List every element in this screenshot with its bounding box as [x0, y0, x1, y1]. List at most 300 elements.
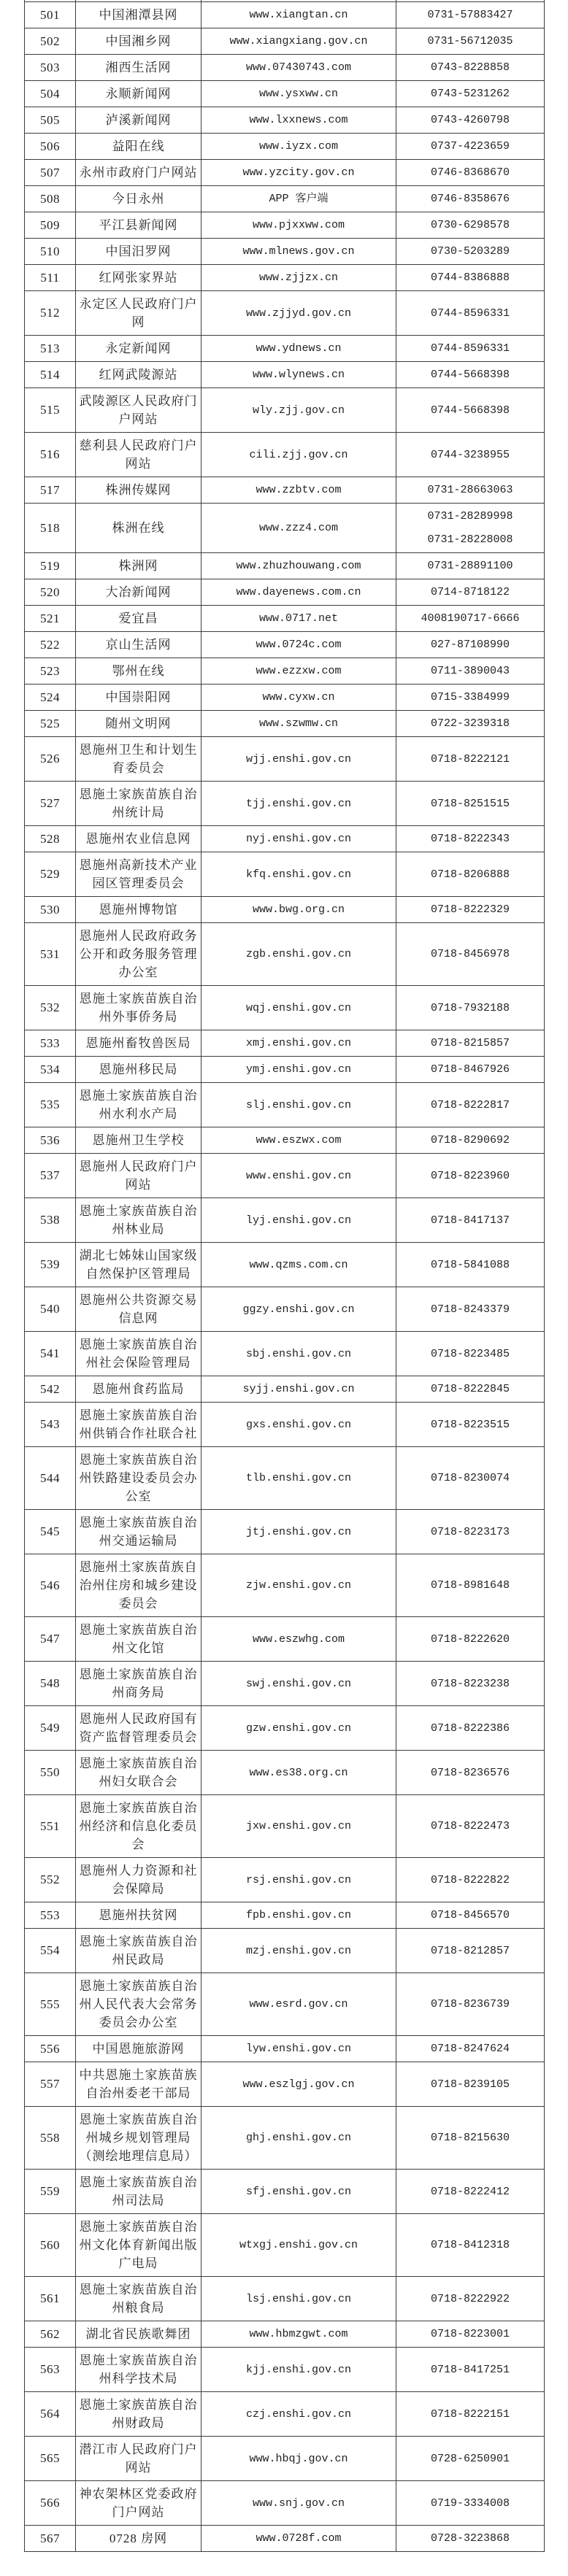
row-number: 522: [25, 632, 76, 658]
table-row: [25, 160, 545, 186]
phone-line: 0730-5203289: [430, 245, 510, 258]
row-number: 538: [25, 1198, 76, 1243]
row-number: 533: [25, 1030, 76, 1057]
phone-line: 0731-56712035: [427, 35, 513, 47]
site-phone: [396, 2170, 545, 2214]
table-row: [25, 2526, 545, 2552]
site-url: gzw.enshi.gov.cn: [202, 1706, 396, 1751]
site-phone: [396, 1332, 545, 1376]
site-phone: [396, 2526, 545, 2552]
row-number: 563: [25, 2348, 76, 2392]
site-phone: [396, 265, 545, 291]
phone-line: 0718-8206888: [430, 868, 510, 881]
site-phone: [396, 1751, 545, 1795]
site-name: 神农架林区党委政府门户网站: [76, 2481, 202, 2526]
site-name: 恩施州人民政府政务公开和政务服务管理办公室: [76, 923, 202, 986]
site-url: www.ysxww.cn: [202, 81, 396, 107]
site-phone: [396, 1243, 545, 1287]
site-phone: [396, 55, 545, 81]
phone-line: 0718-8230074: [430, 1472, 510, 1484]
site-name: 恩施州人民政府国有资产监督管理委员会: [76, 1706, 202, 1751]
table-row: [25, 1376, 545, 1403]
phone-line: 0744-3238955: [430, 448, 510, 461]
site-name: 红网张家界站: [76, 265, 202, 291]
row-number: 535: [25, 1083, 76, 1127]
row-number: 557: [25, 2062, 76, 2107]
table-row: [25, 606, 545, 632]
row-number: 509: [25, 212, 76, 239]
site-phone: [396, 477, 545, 504]
site-phone: [396, 2036, 545, 2062]
table-row: [25, 2481, 545, 2526]
site-url: www.esrd.gov.cn: [202, 1973, 396, 2036]
site-name: 湘西生活网: [76, 55, 202, 81]
row-number: 526: [25, 737, 76, 782]
row-number: 520: [25, 579, 76, 606]
site-url: www.07430743.com: [202, 55, 396, 81]
table-row: [25, 1030, 545, 1057]
site-name: 恩施州公共资源交易信息网: [76, 1287, 202, 1332]
phone-line: 0718-8223173: [430, 1525, 510, 1538]
site-name: 恩施土家族苗族自治州外事侨务局: [76, 986, 202, 1030]
table-row: [25, 81, 545, 107]
site-url: www.zjjyd.gov.cn: [202, 291, 396, 336]
site-url: www.mlnews.gov.cn: [202, 239, 396, 265]
table-row: [25, 1554, 545, 1617]
site-phone: [396, 782, 545, 826]
phone-line: 0718-5841088: [430, 1258, 510, 1271]
table-row: [25, 107, 545, 134]
row-number: 510: [25, 239, 76, 265]
site-url: zjw.enshi.gov.cn: [202, 1554, 396, 1617]
row-number: 546: [25, 1554, 76, 1617]
phone-line: 0731-28228008: [427, 533, 513, 546]
phone-line: 0743-5231262: [430, 88, 510, 100]
site-phone: [396, 579, 545, 606]
site-name: 永定区人民政府门户网: [76, 291, 202, 336]
phone-line: 0744-8596331: [430, 342, 510, 355]
table-row: [25, 362, 545, 388]
phone-line: 0746-8358676: [430, 193, 510, 205]
site-url: lsj.enshi.gov.cn: [202, 2277, 396, 2321]
site-url: wqj.enshi.gov.cn: [202, 986, 396, 1030]
phone-line: 0718-8236739: [430, 1998, 510, 2010]
phone-line: 0718-8223515: [430, 1418, 510, 1431]
site-phone: [396, 553, 545, 579]
site-name: 京山生活网: [76, 632, 202, 658]
table-row: [25, 1083, 545, 1127]
site-name: 恩施土家族苗族自治州妇女联合会: [76, 1751, 202, 1795]
site-url: www.snj.gov.cn: [202, 2481, 396, 2526]
site-name: 武陵源区人民政府门户网站: [76, 388, 202, 433]
site-name: 湖北省民族歌舞团: [76, 2321, 202, 2348]
site-phone: [396, 433, 545, 477]
site-phone: [396, 1154, 545, 1198]
phone-line: 0722-3239318: [430, 717, 510, 730]
site-name: 恩施土家族苗族自治州人民代表大会常务委员会办公室: [76, 1973, 202, 2036]
row-number: 514: [25, 362, 76, 388]
site-phone: [396, 1973, 545, 2036]
site-name: 恩施州博物馆: [76, 897, 202, 923]
table-row: [25, 579, 545, 606]
phone-line: 0718-8290692: [430, 1134, 510, 1146]
row-number: 521: [25, 606, 76, 632]
site-phone: [396, 852, 545, 897]
site-phone: [396, 160, 545, 186]
phone-line: 0744-8386888: [430, 271, 510, 284]
row-number: 503: [25, 55, 76, 81]
site-name: 红网武陵源站: [76, 362, 202, 388]
table-row: [25, 1973, 545, 2036]
site-url: www.zzbtv.com: [202, 477, 396, 504]
row-number: 513: [25, 336, 76, 362]
site-phone: [396, 28, 545, 55]
table-row: [25, 2437, 545, 2481]
site-phone: [396, 826, 545, 852]
site-url: www.zjjzx.cn: [202, 265, 396, 291]
row-number: 549: [25, 1706, 76, 1751]
site-url: www.wlynews.cn: [202, 362, 396, 388]
site-name: 恩施土家族苗族自治州粮食局: [76, 2277, 202, 2321]
row-number: 561: [25, 2277, 76, 2321]
phone-line: 027-87108990: [430, 639, 510, 651]
site-url: fpb.enshi.gov.cn: [202, 1902, 396, 1929]
site-phone: [396, 923, 545, 986]
site-name: 平江县新闻网: [76, 212, 202, 239]
site-url: gxs.enshi.gov.cn: [202, 1403, 396, 1447]
site-phone: [396, 1554, 545, 1617]
phone-line: 0718-8222329: [430, 903, 510, 916]
table-row: [25, 2036, 545, 2062]
table-row: [25, 1198, 545, 1243]
site-phone: [396, 1403, 545, 1447]
row-number: 567: [25, 2526, 76, 2552]
site-phone: [396, 2107, 545, 2170]
phone-line: 0731-28289998: [427, 510, 513, 522]
site-phone: [396, 737, 545, 782]
site-phone: [396, 1447, 545, 1510]
site-phone: [396, 1057, 545, 1083]
table-row: [25, 1858, 545, 1902]
phone-line: 0718-8981648: [430, 1579, 510, 1592]
site-phone: [396, 1198, 545, 1243]
row-number: 504: [25, 81, 76, 107]
table-row: [25, 897, 545, 923]
site-url: www.0724c.com: [202, 632, 396, 658]
table-row: [25, 388, 545, 433]
site-url: tlb.enshi.gov.cn: [202, 1447, 396, 1510]
site-phone: [396, 2, 545, 28]
site-phone: [396, 1902, 545, 1929]
phone-line: 0730-6298578: [430, 219, 510, 231]
site-url: cili.zjj.gov.cn: [202, 433, 396, 477]
phone-line: 0718-8212857: [430, 1944, 510, 1957]
site-url: www.cyxw.cn: [202, 685, 396, 711]
site-name: 恩施土家族苗族自治州林业局: [76, 1198, 202, 1243]
site-name: 恩施州高新技术产业园区管理委员会: [76, 852, 202, 897]
table-row: [25, 553, 545, 579]
phone-line: 0731-28663063: [427, 484, 513, 496]
site-name: 恩施州卫生和计划生育委员会: [76, 737, 202, 782]
row-number: 532: [25, 986, 76, 1030]
row-number: 548: [25, 1662, 76, 1706]
site-name: 永州市政府门户网站: [76, 160, 202, 186]
site-url: www.iyzx.com: [202, 134, 396, 160]
site-name: 株洲在线: [76, 504, 202, 553]
phone-line: 0746-8368670: [430, 166, 510, 179]
table-row: [25, 1510, 545, 1554]
site-phone: [396, 134, 545, 160]
site-name: 中国崇阳网: [76, 685, 202, 711]
site-phone: [396, 239, 545, 265]
site-url: www.xiangtan.cn: [202, 2, 396, 28]
row-number: 545: [25, 1510, 76, 1554]
site-url: rsj.enshi.gov.cn: [202, 1858, 396, 1902]
site-url: www.ydnews.cn: [202, 336, 396, 362]
site-name: 永顺新闻网: [76, 81, 202, 107]
site-phone: [396, 291, 545, 336]
row-number: 516: [25, 433, 76, 477]
table-row: [25, 2348, 545, 2392]
row-number: 555: [25, 1973, 76, 2036]
row-number: 501: [25, 2, 76, 28]
site-phone: [396, 1127, 545, 1154]
phone-line: 0718-8417251: [430, 2363, 510, 2376]
table-row: [25, 55, 545, 81]
row-number: 559: [25, 2170, 76, 2214]
site-phone: [396, 81, 545, 107]
site-url: www.bwg.org.cn: [202, 897, 396, 923]
site-url: www.dayenews.com.cn: [202, 579, 396, 606]
table-row: [25, 2392, 545, 2437]
row-number: 554: [25, 1929, 76, 1973]
table-row: [25, 186, 545, 212]
phone-line: 0731-57883427: [427, 9, 513, 21]
table-row: [25, 1287, 545, 1332]
row-number: 523: [25, 658, 76, 685]
site-phone: [396, 1376, 545, 1403]
site-url: xmj.enshi.gov.cn: [202, 1030, 396, 1057]
row-number: 553: [25, 1902, 76, 1929]
phone-line: 0718-8456570: [430, 1909, 510, 1921]
phone-line: 0743-8228858: [430, 61, 510, 74]
site-phone: [396, 1662, 545, 1706]
phone-line: 0718-8236576: [430, 1766, 510, 1779]
row-number: 537: [25, 1154, 76, 1198]
site-name: 0728 房网: [76, 2526, 202, 2552]
site-url: wly.zjj.gov.cn: [202, 388, 396, 433]
site-url: www.0717.net: [202, 606, 396, 632]
site-url: www.hbmzgwt.com: [202, 2321, 396, 2348]
phone-line: 0744-8596331: [430, 306, 510, 320]
phone-line: 0718-8222473: [430, 1820, 510, 1832]
site-name: 恩施土家族苗族自治州经济和信息化委员会: [76, 1795, 202, 1858]
table-row: [25, 1243, 545, 1287]
table-row: [25, 2062, 545, 2107]
row-number: 551: [25, 1795, 76, 1858]
site-phone: [396, 685, 545, 711]
site-name: 恩施州食药监局: [76, 1376, 202, 1403]
site-url: www.qzms.com.cn: [202, 1243, 396, 1287]
site-url: wtxgj.enshi.gov.cn: [202, 2214, 396, 2277]
site-name: 恩施州土家族苗族自治州住房和城乡建设委员会: [76, 1554, 202, 1617]
row-number: 550: [25, 1751, 76, 1795]
site-url: syjj.enshi.gov.cn: [202, 1376, 396, 1403]
site-url: swj.enshi.gov.cn: [202, 1662, 396, 1706]
site-name: 中国汨罗网: [76, 239, 202, 265]
site-phone: [396, 362, 545, 388]
table-row: [25, 1403, 545, 1447]
site-phone: [396, 2277, 545, 2321]
row-number: 534: [25, 1057, 76, 1083]
site-name: 恩施土家族苗族自治州统计局: [76, 782, 202, 826]
site-phone: [396, 1795, 545, 1858]
site-name: 恩施土家族苗族自治州供销合作社联合社: [76, 1403, 202, 1447]
row-number: 531: [25, 923, 76, 986]
row-number: 552: [25, 1858, 76, 1902]
phone-line: 0737-4223659: [430, 140, 510, 153]
row-number: 562: [25, 2321, 76, 2348]
phone-line: 0728-6250901: [430, 2452, 510, 2465]
site-name: 恩施土家族苗族自治州民政局: [76, 1929, 202, 1973]
site-phone: [396, 2348, 545, 2392]
site-url: www.yzcity.gov.cn: [202, 160, 396, 186]
row-number: 560: [25, 2214, 76, 2277]
phone-line: 0718-8215857: [430, 1037, 510, 1049]
row-number: 529: [25, 852, 76, 897]
row-number: 518: [25, 504, 76, 553]
phone-line: 0718-8223001: [430, 2328, 510, 2340]
site-name: 益阳在线: [76, 134, 202, 160]
phone-line: 0718-8222845: [430, 1383, 510, 1395]
site-name: 慈利县人民政府门户网站: [76, 433, 202, 477]
site-phone: [396, 632, 545, 658]
table-row: [25, 826, 545, 852]
table-row: [25, 134, 545, 160]
website-directory-table: [24, 0, 545, 2552]
site-name: 中国湘乡网: [76, 28, 202, 55]
row-number: 566: [25, 2481, 76, 2526]
phone-line: 0718-8243379: [430, 1303, 510, 1316]
phone-line: 0718-8251515: [430, 797, 510, 810]
site-url: www.hbqj.gov.cn: [202, 2437, 396, 2481]
phone-line: 0718-8215630: [430, 2132, 510, 2144]
site-phone: [396, 2062, 545, 2107]
site-phone: [396, 1510, 545, 1554]
table-row: [25, 1447, 545, 1510]
phone-line: 0718-8456978: [430, 948, 510, 960]
site-phone: [396, 2437, 545, 2481]
site-name: 恩施州农业信息网: [76, 826, 202, 852]
site-phone: [396, 504, 545, 553]
site-url: wjj.enshi.gov.cn: [202, 737, 396, 782]
site-url: zgb.enshi.gov.cn: [202, 923, 396, 986]
table-row: [25, 28, 545, 55]
table-row: [25, 1929, 545, 1973]
site-phone: [396, 711, 545, 737]
phone-line: 0728-3223868: [430, 2532, 510, 2545]
table-row: [25, 2321, 545, 2348]
site-name: 中国湘潭县网: [76, 2, 202, 28]
site-phone: [396, 1083, 545, 1127]
row-number: 506: [25, 134, 76, 160]
row-number: 505: [25, 107, 76, 134]
site-phone: [396, 1858, 545, 1902]
site-url: www.enshi.gov.cn: [202, 1154, 396, 1198]
site-url: www.zzz4.com: [202, 504, 396, 553]
site-url: www.szwmw.cn: [202, 711, 396, 737]
site-phone: [396, 2214, 545, 2277]
table-row: [25, 239, 545, 265]
site-name: 恩施土家族苗族自治州文化体育新闻出版广电局: [76, 2214, 202, 2277]
phone-line: 0718-8222151: [430, 2407, 510, 2421]
row-number: 536: [25, 1127, 76, 1154]
site-name: 恩施州移民局: [76, 1057, 202, 1083]
site-name: 鄂州在线: [76, 658, 202, 685]
site-url: www.xiangxiang.gov.cn: [202, 28, 396, 55]
phone-line: 0714-8718122: [430, 586, 510, 598]
table-row: [25, 2107, 545, 2170]
row-number: 525: [25, 711, 76, 737]
table-row: [25, 1057, 545, 1083]
site-url: kfq.enshi.gov.cn: [202, 852, 396, 897]
table-row: [25, 1902, 545, 1929]
site-url: ymj.enshi.gov.cn: [202, 1057, 396, 1083]
site-url: mzj.enshi.gov.cn: [202, 1929, 396, 1973]
row-number: 539: [25, 1243, 76, 1287]
table-row: [25, 477, 545, 504]
row-number: 515: [25, 388, 76, 433]
site-url: jtj.enshi.gov.cn: [202, 1510, 396, 1554]
table-row: [25, 1154, 545, 1198]
site-phone: [396, 388, 545, 433]
phone-line: 0718-8239105: [430, 2078, 510, 2091]
site-name: 恩施土家族苗族自治州城乡规划管理局（测绘地理信息局）: [76, 2107, 202, 2170]
table-row: [25, 2170, 545, 2214]
site-url: jxw.enshi.gov.cn: [202, 1795, 396, 1858]
row-number: 530: [25, 897, 76, 923]
table-row: [25, 1617, 545, 1662]
table-row: [25, 658, 545, 685]
phone-line: 0718-8417137: [430, 1214, 510, 1227]
site-name: 恩施州畜牧兽医局: [76, 1030, 202, 1057]
row-number: 528: [25, 826, 76, 852]
table-row: [25, 1706, 545, 1751]
site-url: tjj.enshi.gov.cn: [202, 782, 396, 826]
phone-line: 0718-8222386: [430, 1721, 510, 1735]
site-phone: [396, 1706, 545, 1751]
site-name: 恩施土家族苗族自治州水利水产局: [76, 1083, 202, 1127]
site-url: www.ezzxw.com: [202, 658, 396, 685]
table-row: [25, 986, 545, 1030]
site-phone: [396, 1030, 545, 1057]
site-url: sfj.enshi.gov.cn: [202, 2170, 396, 2214]
row-number: 565: [25, 2437, 76, 2481]
table-row: [25, 685, 545, 711]
phone-line: 0743-4260798: [430, 114, 510, 126]
table-row: [25, 1127, 545, 1154]
row-number: 527: [25, 782, 76, 826]
site-url: www.zhuzhouwang.com: [202, 553, 396, 579]
phone-line: 4008190717-6666: [421, 612, 520, 625]
site-name: 恩施土家族苗族自治州商务局: [76, 1662, 202, 1706]
site-url: nyj.enshi.gov.cn: [202, 826, 396, 852]
site-url: www.pjxxww.com: [202, 212, 396, 239]
row-number: 517: [25, 477, 76, 504]
site-name: 恩施土家族苗族自治州铁路建设委员会办公室: [76, 1447, 202, 1510]
phone-line: 0718-8222121: [430, 752, 510, 766]
table-row: [25, 632, 545, 658]
